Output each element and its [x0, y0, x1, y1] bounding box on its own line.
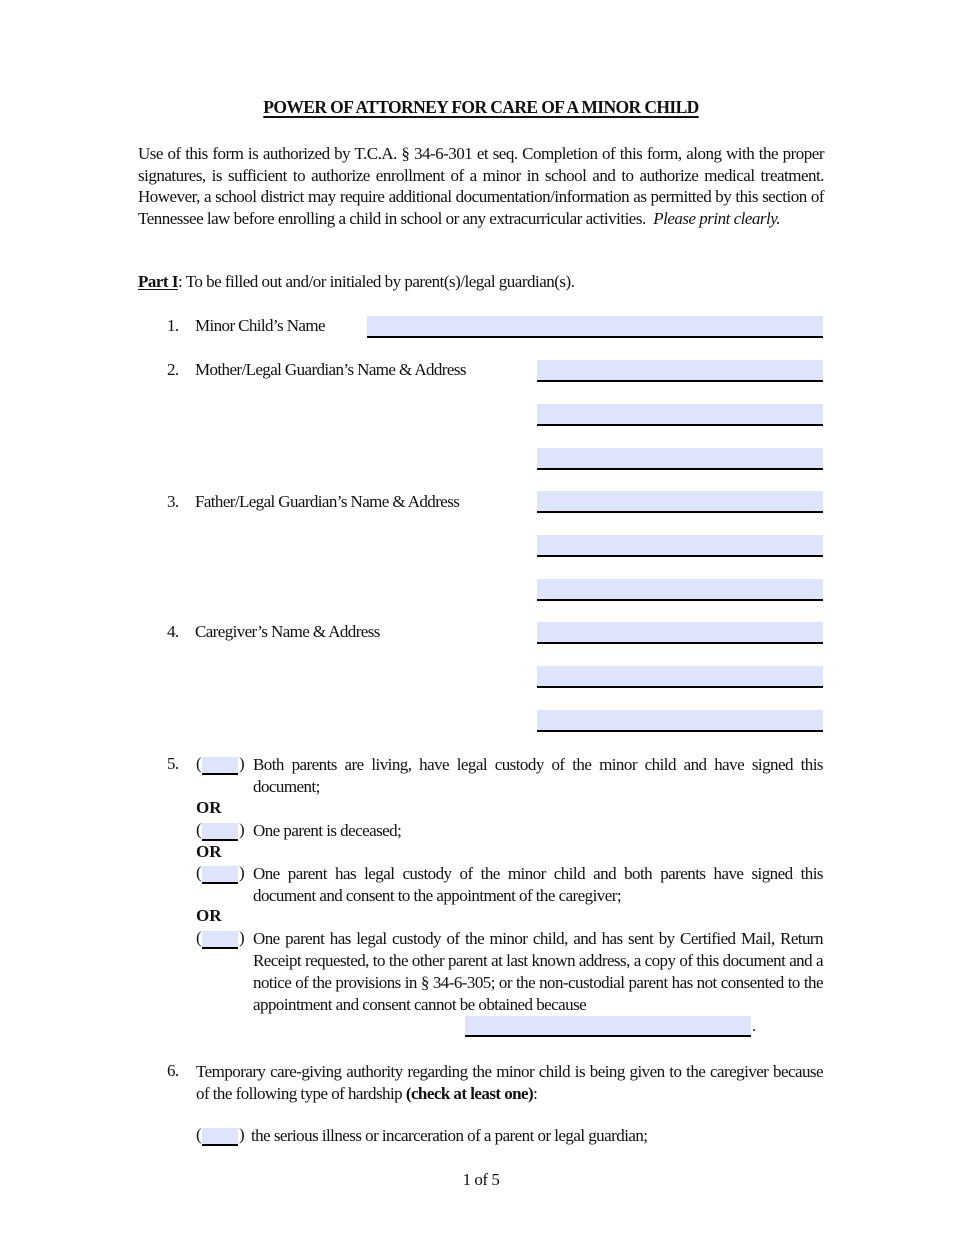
intro-italic-note: Please print clearly.: [653, 208, 781, 228]
item5-option3-checkbox[interactable]: [202, 866, 238, 884]
or-label: OR: [196, 842, 222, 861]
mother-name-address-input-3[interactable]: [537, 448, 823, 470]
mother-name-address-input-1[interactable]: [537, 360, 823, 382]
close-paren: ): [239, 863, 245, 882]
or-label: OR: [196, 798, 222, 817]
father-name-address-input-2[interactable]: [537, 535, 823, 557]
reason-period: .: [752, 1016, 757, 1035]
close-paren: ): [239, 820, 245, 839]
close-paren: ): [239, 754, 245, 773]
open-paren: (: [196, 928, 202, 947]
item5-option1-checkbox[interactable]: [202, 757, 238, 775]
close-paren: ): [239, 928, 245, 947]
open-paren: (: [196, 754, 202, 773]
part-label: Part I: [138, 272, 178, 291]
item6-text: Temporary care-giving authority regarding the minor child is being given to the caregiver because of the following type of hardship (check at least one):: [196, 1062, 823, 1103]
open-paren: (: [196, 863, 202, 882]
caregiver-name-address-input-1[interactable]: [537, 622, 823, 644]
field-label-father: 3. Father/Legal Guardian’s Name & Address: [167, 492, 460, 511]
minor-child-name-input[interactable]: [367, 316, 823, 338]
item6-option1-checkbox[interactable]: [202, 1128, 238, 1146]
father-name-address-input-1[interactable]: [537, 491, 823, 513]
page-number: 1 of 5: [462, 1170, 500, 1189]
item5-number: 5.: [167, 754, 179, 773]
intro-paragraph: [138, 143, 824, 229]
caregiver-name-address-input-2[interactable]: [537, 666, 823, 688]
field-label-mother: 2. Mother/Legal Guardian’s Name & Address: [167, 360, 466, 379]
document-title: POWER OF ATTORNEY FOR CARE OF A MINOR CHILD: [263, 97, 699, 117]
item6-number: 6.: [167, 1061, 179, 1080]
father-name-address-input-3[interactable]: [537, 579, 823, 601]
or-label: OR: [196, 906, 222, 925]
item5-option1-text: Both parents are living, have legal custody of the minor child and have signed this document;: [253, 755, 823, 796]
item5-option4-checkbox[interactable]: [202, 931, 238, 949]
caregiver-name-address-input-3[interactable]: [537, 710, 823, 732]
field-label-minor-child: 1. Minor Child’s Name: [167, 316, 325, 335]
item5-option4-text: One parent has legal custody of the minor child, and has sent by Certified Mail, Return Receipt requested, to the other parent at last known address, a copy of this document and a notice of the provisions in § 34-6-305; or the non-custodial parent has not consented to the appointment and consent cannot be obtained because: [253, 929, 823, 1014]
open-paren: (: [196, 820, 202, 839]
close-paren: ): [239, 1125, 245, 1144]
mother-name-address-input-2[interactable]: [537, 404, 823, 426]
consent-reason-input[interactable]: [465, 1016, 751, 1037]
open-paren: (: [196, 1125, 202, 1144]
part-text: : To be filled out and/or initialed by parent(s)/legal guardian(s).: [177, 272, 575, 291]
item5-option3-text: One parent has legal custody of the minor child and both parents have signed this document and consent to the appointment of the caregiver;: [253, 864, 823, 905]
item6-option1-text: the serious illness or incarceration of a parent or legal guardian;: [251, 1126, 648, 1145]
item5-option2-checkbox[interactable]: [202, 823, 238, 841]
item6-bold-note: (check at least one): [405, 1084, 534, 1103]
field-label-caregiver: 4. Caregiver’s Name & Address: [167, 622, 380, 641]
item5-option2-text: One parent is deceased;: [253, 821, 402, 840]
part-heading: [138, 272, 574, 292]
intro-text: Use of this form is authorized by T.C.A. § 34-6-301 et seq. Completion of this form, along with the proper signatures, is sufficient to authorize enrollment of a minor in school and to authorize medical treatment. However, a school district may require additional documentation/information as permitted by this section of Tennessee law before enrolling a child in school or any extracurricular activities.: [138, 144, 824, 228]
